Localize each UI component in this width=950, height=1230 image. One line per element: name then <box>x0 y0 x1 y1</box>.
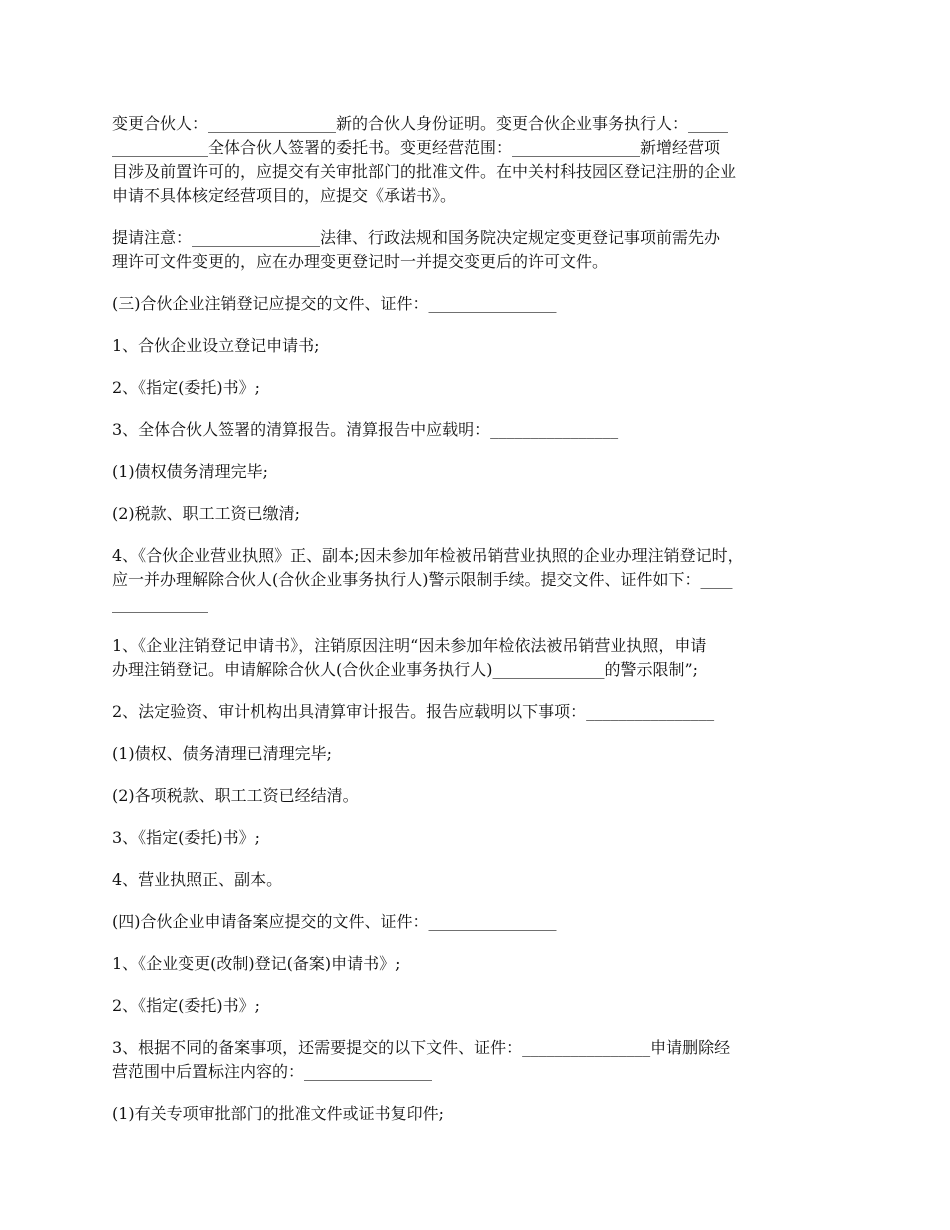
list-item: 4、《合伙企业营业执照》正、副本;因未参加年检被吊销营业执照的企业办理注销登记时， 应一并办理解除合伙人(合伙企业事务执行人)警示限制手续。提交文件、证件如下：____ ____________ <box>112 546 744 613</box>
list-item: 3、根据不同的备案事项，还需要提交的以下文件、证件：________________申请删除经 营范围中后置标注内容的：________________ <box>112 1038 731 1081</box>
list-item: (2)各项税款、职工工资已经结清。 <box>112 786 359 805</box>
list-item: 3、《指定(委托)书》; <box>112 828 261 847</box>
document-page <box>112 112 842 1144</box>
list-item: 2、法定验资、审计机构出具清算审计报告。报告应载明以下事项：________________ <box>112 702 715 721</box>
list-item: 1、《企业变更(改制)登记(备案)申请书》; <box>112 954 401 973</box>
list-item: 1、合伙企业设立登记申请书; <box>112 336 320 355</box>
list-item: (1)有关专项审批部门的批准文件或证书复印件; <box>112 1104 445 1123</box>
list-item: 2、《指定(委托)书》; <box>112 996 261 1015</box>
list-item: 1、《企业注销登记申请书》，注销原因注明“因未参加年检依法被吊销营业执照，申请 办理注销登记。申请解除合伙人(合伙企业事务执行人)______________的警示限制”; <box>112 636 707 679</box>
list-item: (2)税款、职工工资已缴清; <box>112 504 301 523</box>
section-heading-deregistration: (三)合伙企业注销登记应提交的文件、证件：________________ <box>112 294 557 313</box>
list-item: 3、全体合伙人签署的清算报告。清算报告中应载明：________________ <box>112 420 619 439</box>
paragraph-change-partner: 变更合伙人：________________新的合伙人身份证明。变更合伙企业事务执行人：_____ ____________全体合伙人签署的委托书。变更经营范围：________________新增经营项 目涉及前置许可的，应提交有关审批部门的批准文件。在中关村科技园区登记注册的企业 申请不具体核定经营项目的，应提交《承诺书》。 <box>112 114 737 205</box>
list-item: (1)债权、债务清理已清理完毕; <box>112 744 333 763</box>
paragraph-notice: 提请注意：________________法律、行政法规和国务院决定规定变更登记事项前需先办 理许可文件变更的，应在办理变更登记时一并提交变更后的许可文件。 <box>112 228 721 271</box>
list-item: 4、营业执照正、副本。 <box>112 870 283 889</box>
list-item: 2、《指定(委托)书》; <box>112 378 261 397</box>
section-heading-filing: (四)合伙企业申请备案应提交的文件、证件：________________ <box>112 912 557 931</box>
list-item: (1)债权债务清理完毕; <box>112 462 269 481</box>
